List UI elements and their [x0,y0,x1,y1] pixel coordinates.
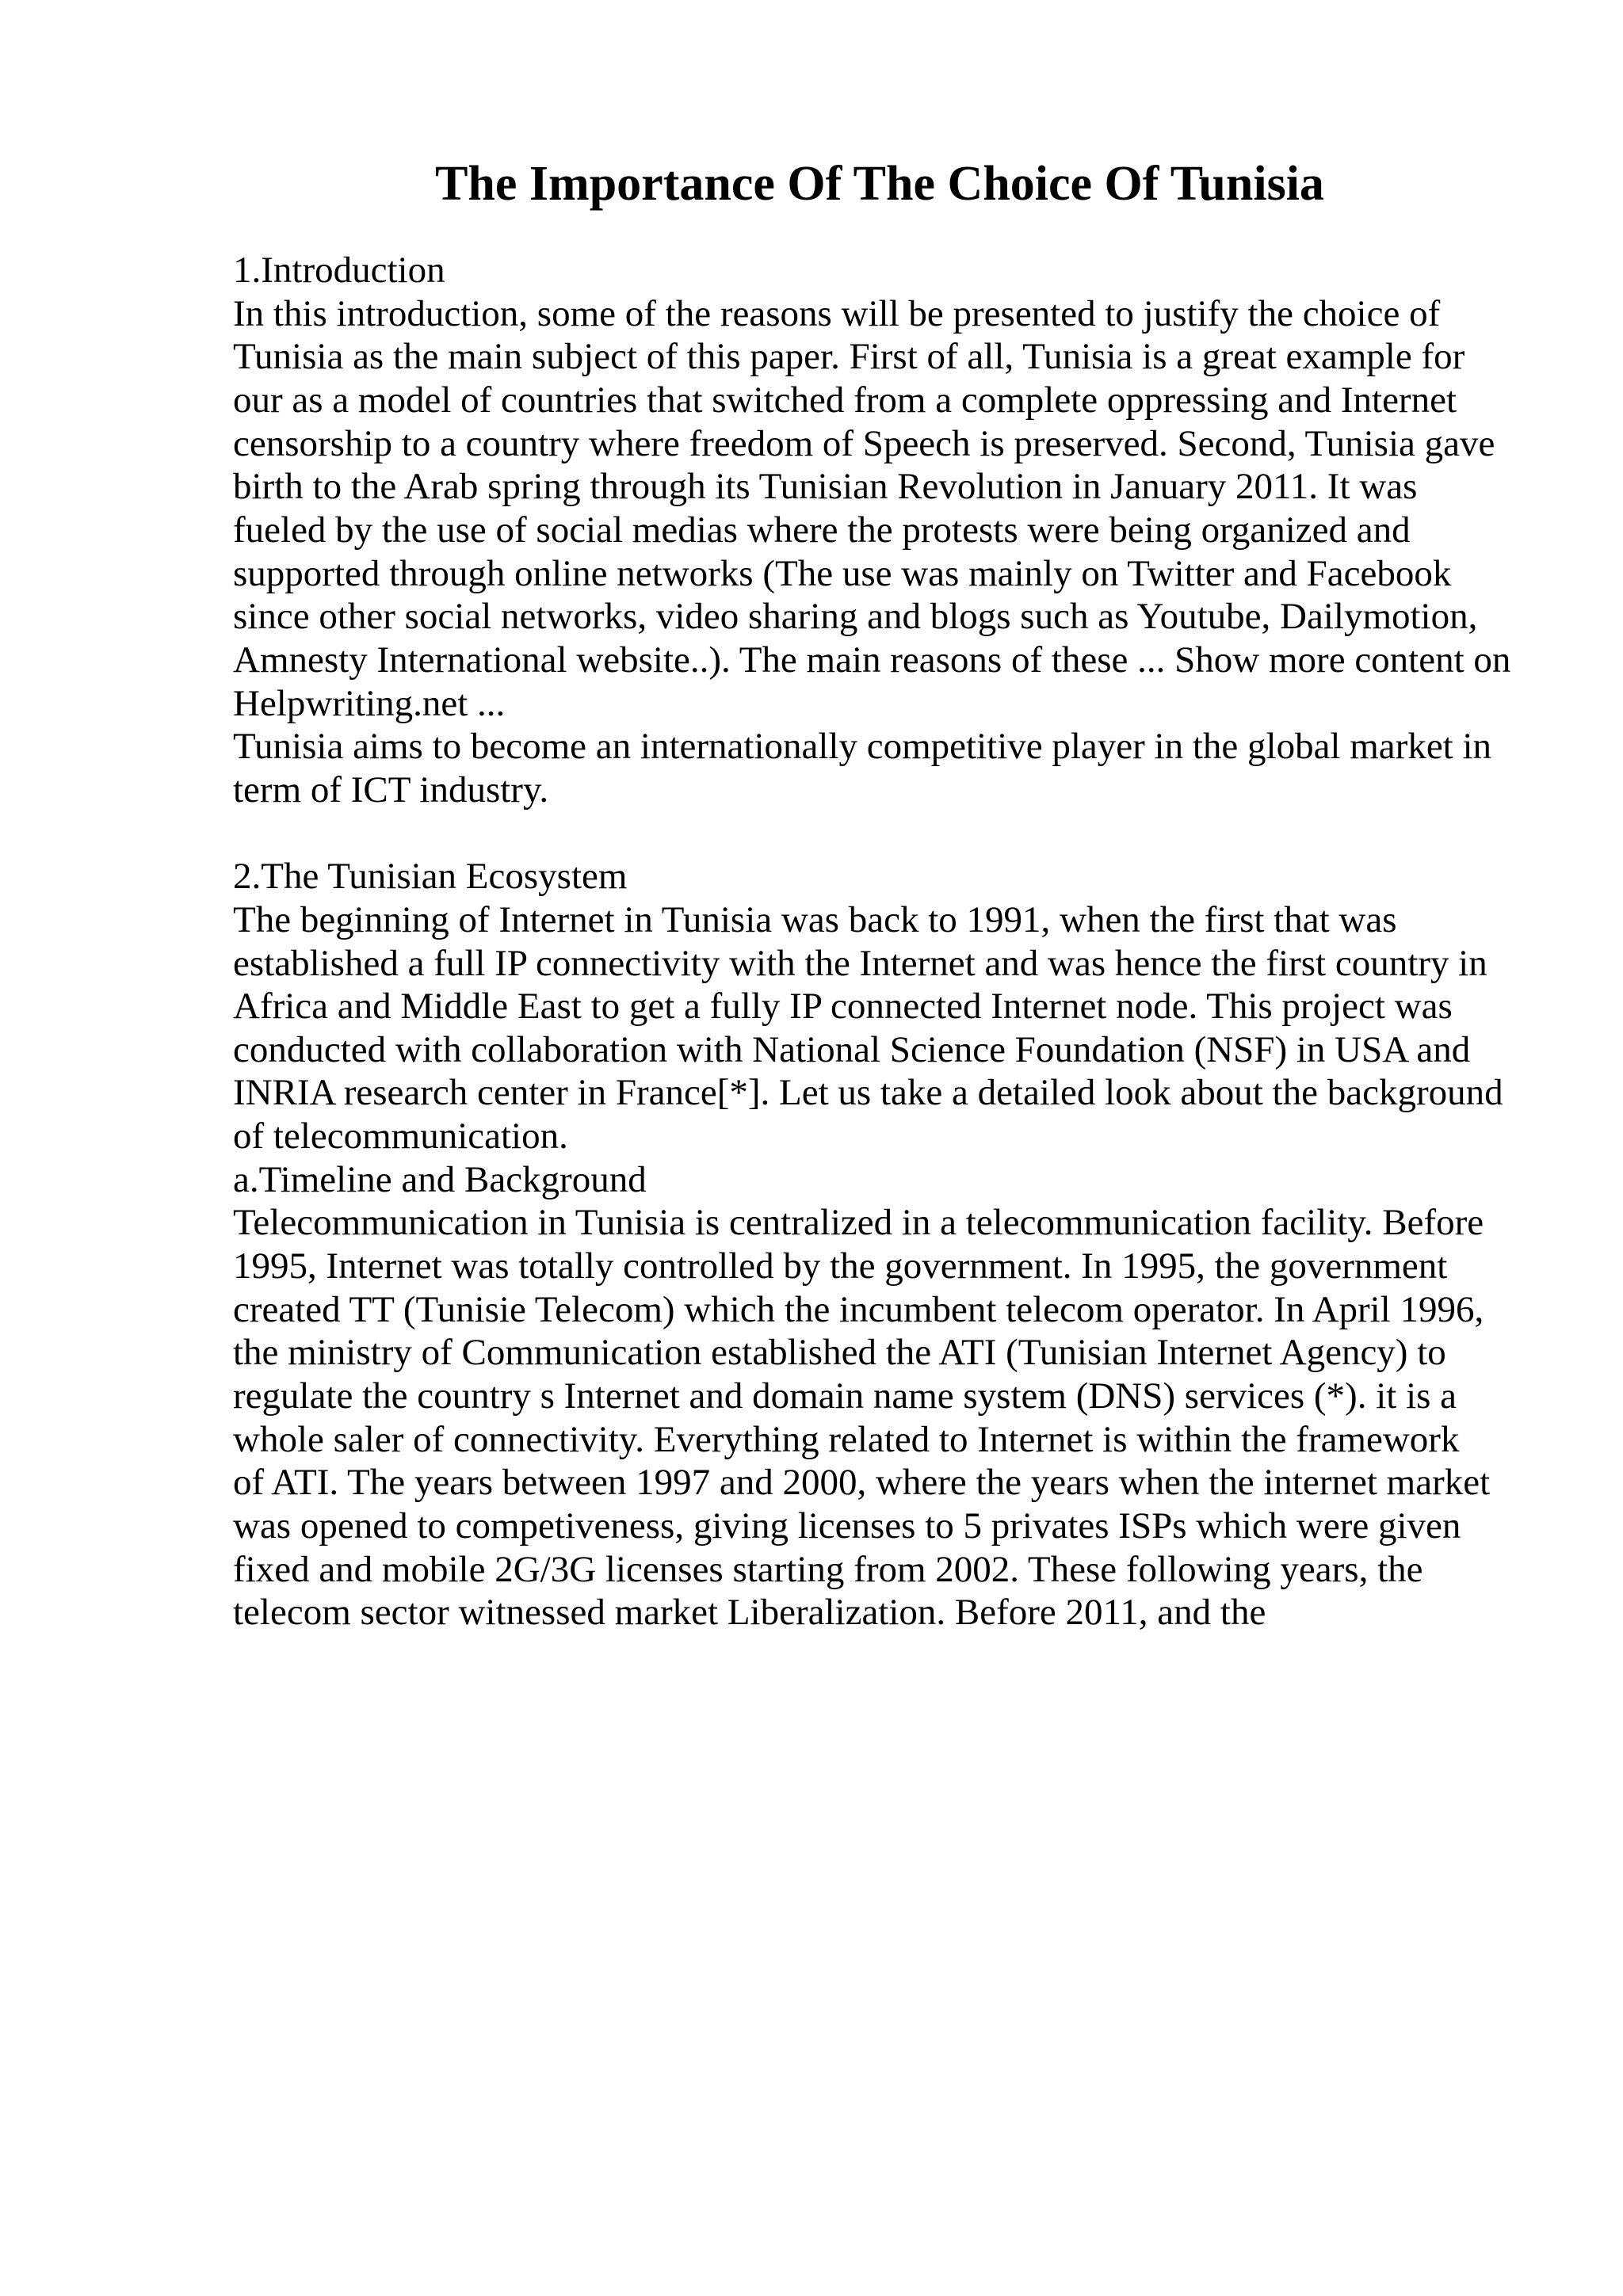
text-line: fueled by the use of social medias where the protests were being organized and [233,509,1411,551]
text-line: Helpwriting.net ... [233,682,506,724]
text-line: The beginning of Internet in Tunisia was back to 1991, when the first that was [233,898,1397,940]
text-line: of ATI. The years between 1997 and 2000, where the years when the internet market [233,1462,1491,1504]
text-line: birth to the Arab spring through its Tunisian Revolution in January 2011. It was [233,466,1418,508]
text-line: regulate the country s Internet and domain name system (DNS) services (*). it is a [233,1375,1457,1417]
text-line: Amnesty International website..). The main reasons of these ... Show more content on [233,639,1511,681]
section-heading: 1.Introduction [233,250,445,291]
ecosystem-section [233,855,1526,1634]
text-line: In this introduction, some of the reasons will be presented to justify the choice of [233,292,1441,334]
timeline-subsection [233,1158,1526,1634]
timeline-paragraph [233,1201,1526,1634]
text-line: 1995, Internet was totally controlled by the government. In 1995, the government [233,1245,1448,1287]
introduction-paragraph-2 [233,725,1526,811]
text-line: conducted with collaboration with National Science Foundation (NSF) in USA and [233,1028,1471,1070]
text-line: created TT (Tunisie Telecom) which the incumbent telecom operator. In April 1996, [233,1288,1484,1330]
section-heading: 2.The Tunisian Ecosystem [233,856,628,898]
text-line: established a full IP connectivity with the Internet and was hence the first country in [233,942,1487,984]
subsection-heading: a.Timeline and Background [233,1158,647,1200]
introduction-paragraph-1 [233,292,1526,726]
text-line: was opened to competiveness, giving licenses to 5 privates ISPs which were given [233,1505,1461,1547]
text-line: whole saler of connectivity. Everything related to Internet is within the framework [233,1418,1460,1460]
text-line: our as a model of countries that switched from a complete oppressing and Internet [233,379,1457,421]
document-body [233,155,1526,1634]
text-line: of telecommunication. [233,1116,568,1158]
text-line: INRIA research center in France[*]. Let us take a detailed look about the background [233,1072,1503,1114]
text-line: fixed and mobile 2G/3G licenses starting from 2002. These following years, the [233,1548,1423,1590]
introduction-section [233,249,1526,812]
text-line: supported through online networks (The use was mainly on Twitter and Facebook [233,552,1452,594]
text-line: since other social networks, video sharing and blogs such as Youtube, Dailymotion, [233,596,1478,638]
text-line: censorship to a country where freedom of Speech is preserved. Second, Tunisia gave [233,422,1495,464]
text-line: Tunisia as the main subject of this paper. First of all, Tunisia is a great example for [233,336,1465,378]
text-line: Africa and Middle East to get a fully IP connected Internet node. This project was [233,986,1453,1028]
text-line: Telecommunication in Tunisia is centralized in a telecommunication facility. Before [233,1202,1484,1244]
blank-line [233,812,1526,856]
ecosystem-paragraph [233,898,1526,1158]
document-title: The Importance Of The Choice Of Tunisia [435,157,1324,211]
text-line: the ministry of Communication established the ATI (Tunisian Internet Agency) to [233,1332,1446,1374]
text-line: term of ICT industry. [233,769,549,810]
text-line: Tunisia aims to become an internationally competitive player in the global market in [233,726,1492,768]
text-line: telecom sector witnessed market Liberalization. Before 2011, and the [233,1592,1266,1634]
